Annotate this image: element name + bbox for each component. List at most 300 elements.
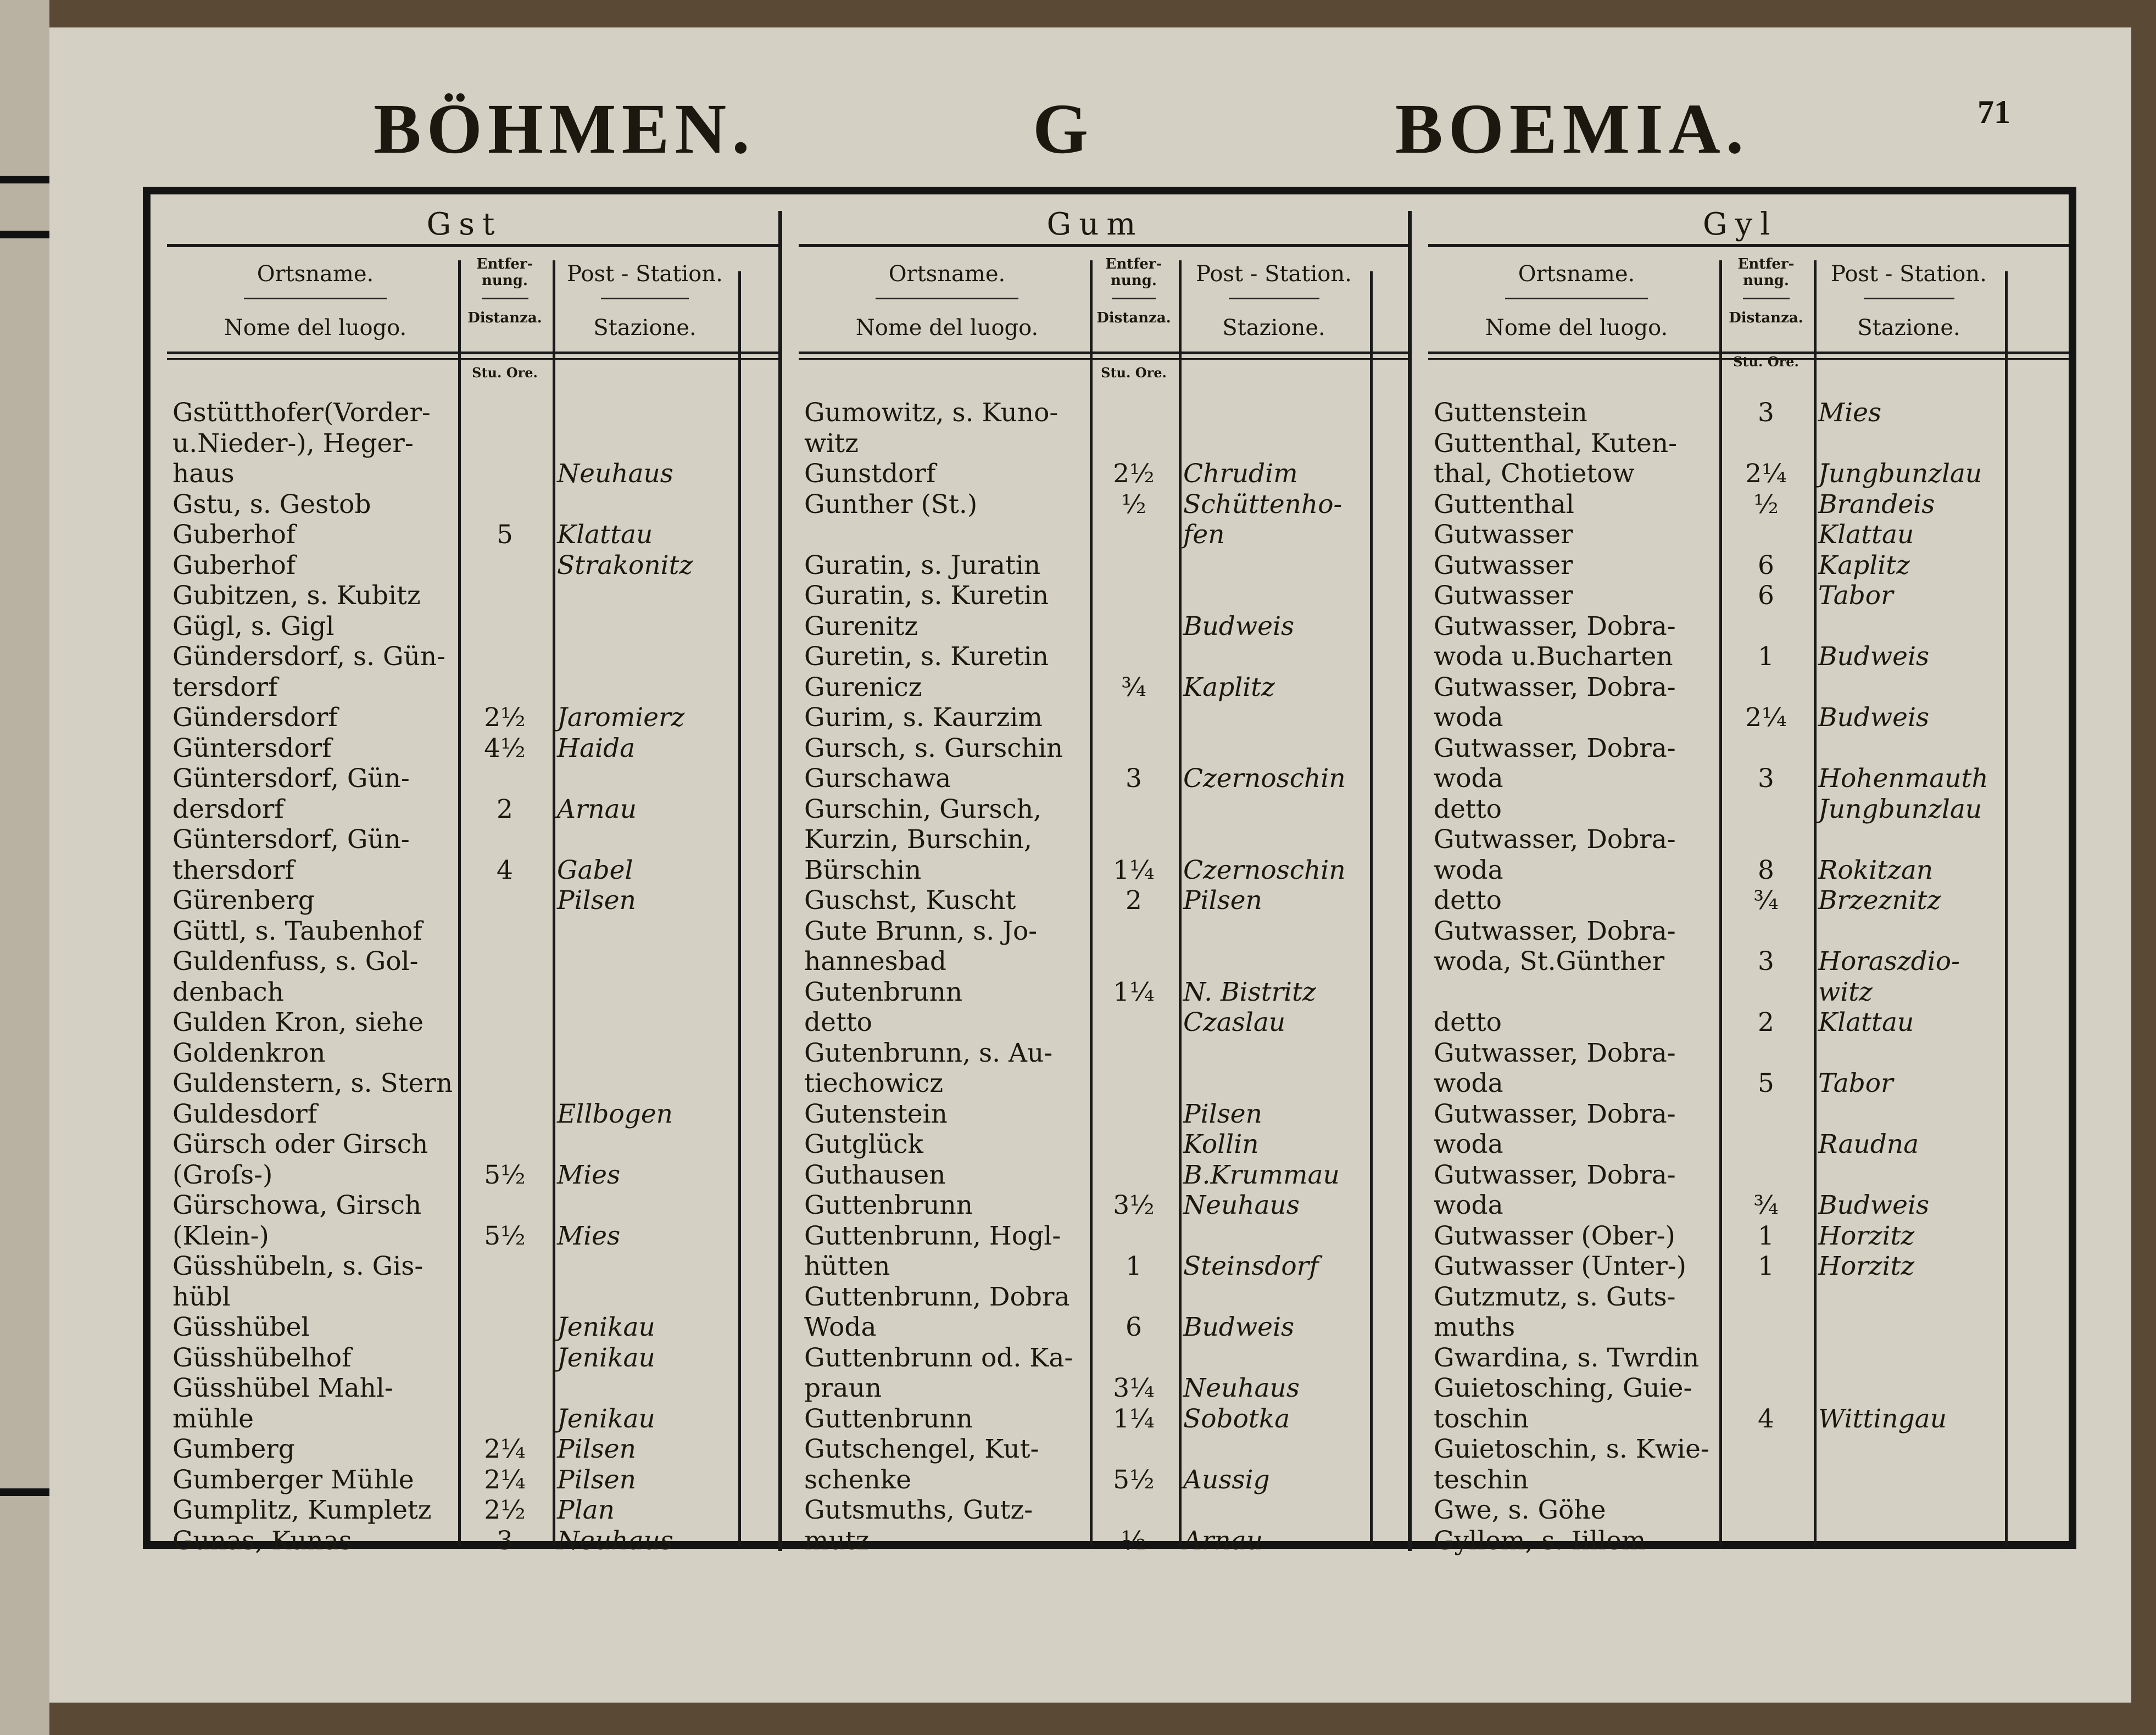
place-name: Guschst, Kuscht — [804, 885, 1016, 916]
post-station: Schüttenho- — [1183, 489, 1342, 520]
previous-page-rule — [0, 231, 49, 238]
list-item — [151, 672, 778, 702]
post-station: Tabor — [1818, 1068, 1893, 1098]
place-name: hübl — [172, 1281, 231, 1312]
place-name: Gutschengel, Kut- — [804, 1434, 1039, 1464]
list-item — [151, 1007, 778, 1037]
post-station: Klattau — [1818, 520, 1914, 550]
place-name: woda — [1434, 702, 1503, 733]
group-rule — [167, 244, 778, 247]
distance-value: 6 — [1126, 1312, 1142, 1342]
place-name: Guttenbrunn, Dobra — [804, 1281, 1070, 1312]
list-item — [151, 855, 778, 885]
distance-header-german: Entfer-nung. — [476, 256, 533, 289]
distance-value: 2¼ — [484, 1434, 526, 1464]
place-name: Guldenstern, s. Stern — [172, 1068, 453, 1098]
header-rule-thin — [167, 358, 778, 360]
list-item — [782, 916, 1408, 946]
list-item — [1412, 428, 2069, 459]
column-group-label: Gst — [426, 207, 503, 242]
post-station: Hohenmauth — [1818, 763, 1988, 794]
list-item — [151, 1526, 778, 1556]
list-item — [782, 855, 1408, 885]
place-name: Gulden Kron, siehe — [172, 1007, 424, 1037]
place-name: Gunstdorf — [804, 459, 936, 489]
list-item — [782, 550, 1408, 581]
list-item — [1412, 1221, 2069, 1251]
list-item — [151, 1312, 778, 1342]
post-station: Raudna — [1818, 1129, 1919, 1159]
distance-header-italian: Distanza. — [1729, 310, 1803, 326]
list-item — [1412, 1190, 2069, 1220]
post-station: Strakonitz — [557, 550, 693, 581]
previous-page-edge — [0, 0, 49, 1735]
distance-value: ½ — [1121, 1525, 1146, 1556]
place-name: Bürschin — [804, 855, 922, 885]
place-name: Gutwasser, Dobra- — [1434, 611, 1676, 641]
post-station: witz — [1818, 977, 1873, 1007]
place-name: schenke — [804, 1464, 912, 1495]
post-station: Budweis — [1818, 641, 1930, 672]
list-item — [151, 1251, 778, 1281]
list-item — [782, 641, 1408, 672]
place-name: denbach — [172, 977, 284, 1007]
list-item — [782, 1404, 1408, 1434]
list-item — [1412, 672, 2069, 702]
place-name: Guttenbrunn — [804, 1403, 973, 1434]
place-name: Gutwasser, Dobra- — [1434, 672, 1676, 702]
header-divider — [1229, 298, 1319, 299]
place-name: Gurschin, Gursch, — [804, 794, 1042, 824]
place-name: Guberhof — [172, 550, 296, 581]
table-frame — [143, 187, 2076, 1556]
place-name: Guratin, s. Juratin — [804, 550, 1041, 581]
post-station: Pilsen — [557, 1464, 636, 1495]
header-divider — [601, 298, 689, 299]
list-item — [151, 1282, 778, 1312]
place-name: detto — [804, 1007, 872, 1037]
list-item — [151, 733, 778, 763]
place-name: Güntersdorf — [172, 733, 332, 763]
post-station-header — [557, 249, 733, 348]
header-divider — [1864, 298, 1954, 299]
distance-value: ½ — [1753, 489, 1779, 520]
post-station: Wittingau — [1818, 1403, 1947, 1434]
distance-value: 5 — [1758, 1068, 1774, 1098]
list-item — [151, 977, 778, 1007]
post-station: Budweis — [1183, 1312, 1295, 1342]
post-station: N. Bistritz — [1183, 977, 1316, 1007]
distance-header-german: Entfer-nung. — [1737, 256, 1795, 289]
list-item — [782, 1343, 1408, 1373]
header-divider — [1743, 298, 1790, 299]
place-name: Gursch, s. Gurschin — [804, 733, 1063, 763]
list-item — [782, 1068, 1408, 1098]
list-item — [151, 641, 778, 672]
name-header — [1434, 249, 1719, 348]
distance-value: 1 — [1758, 641, 1774, 672]
list-item — [151, 520, 778, 550]
list-item — [151, 611, 778, 641]
place-name: detto — [1434, 885, 1502, 916]
distance-value: 6 — [1758, 550, 1774, 581]
list-item — [1412, 1526, 2069, 1556]
place-name: haus — [172, 459, 235, 489]
place-name: witz — [804, 428, 859, 459]
place-name: Guttenbrunn, Hogl- — [804, 1220, 1061, 1251]
distance-value: 4 — [497, 855, 513, 885]
list-item — [782, 824, 1408, 855]
place-name: Gutwasser (Ober-) — [1434, 1220, 1675, 1251]
post-station: Aussig — [1183, 1464, 1270, 1495]
place-name: Gutwasser, Dobra- — [1434, 1159, 1676, 1190]
distance-value: 3½ — [1113, 1190, 1155, 1220]
place-name: Güsshübel — [172, 1312, 310, 1342]
list-item — [1412, 1312, 2069, 1342]
list-item — [1412, 1007, 2069, 1037]
list-item — [782, 1160, 1408, 1190]
distance-value: 3 — [1126, 763, 1142, 794]
list-item — [151, 1343, 778, 1373]
place-name: tiechowicz — [804, 1068, 943, 1098]
distance-value: 1 — [1758, 1251, 1774, 1281]
list-item — [1412, 1160, 2069, 1190]
place-name: hütten — [804, 1251, 890, 1281]
previous-page-rule — [0, 1488, 49, 1496]
list-item — [151, 916, 778, 946]
place-name: praun — [804, 1373, 882, 1403]
unit-label: Stu. Ore. — [472, 365, 538, 381]
list-item — [782, 1190, 1408, 1220]
place-name: Guttenthal — [1434, 489, 1574, 520]
post-station: Gabel — [557, 855, 633, 885]
list-item — [1412, 794, 2069, 824]
place-name: toschin — [1434, 1403, 1529, 1434]
place-name: Gute Brunn, s. Jo- — [804, 916, 1038, 946]
list-item — [151, 885, 778, 916]
distance-value: 1¼ — [1113, 1403, 1155, 1434]
place-name: Gurenicz — [804, 672, 922, 702]
distance-value: 3¼ — [1113, 1373, 1155, 1403]
post-station: B.Krummau — [1183, 1159, 1340, 1190]
post-station: Chrudim — [1183, 459, 1298, 489]
place-name: hannesbad — [804, 946, 946, 977]
distance-value: 6 — [1758, 581, 1774, 611]
post-station: Budweis — [1183, 611, 1295, 641]
place-name: Gwardina, s. Twrdin — [1434, 1342, 1700, 1373]
post-station: Sobotka — [1183, 1403, 1290, 1434]
distance-value: 3 — [1758, 398, 1774, 428]
post-station-header-german: Post - Station. — [1831, 261, 1987, 287]
post-station: Pilsen — [557, 885, 636, 916]
place-name: Gutsmuths, Gutz- — [804, 1495, 1033, 1525]
list-item — [151, 1190, 778, 1220]
place-name: Guttenbrunn — [804, 1190, 973, 1220]
list-item — [782, 946, 1408, 977]
header-divider — [482, 298, 528, 299]
unit-label: Stu. Ore. — [1733, 354, 1799, 370]
distance-header-italian: Distanza. — [467, 310, 542, 326]
distance-value: 2¼ — [1745, 459, 1787, 489]
post-station: Rokitzan — [1818, 855, 1934, 885]
place-name: thersdorf — [172, 855, 294, 885]
distance-value: 8 — [1758, 855, 1774, 885]
header-rule — [167, 352, 778, 354]
list-item — [1412, 824, 2069, 855]
place-name: Guretin, s. Kuretin — [804, 641, 1049, 672]
list-item — [1412, 1465, 2069, 1495]
place-name: Gurenitz — [804, 611, 918, 641]
list-item — [151, 398, 778, 428]
list-item — [151, 1068, 778, 1098]
place-name: woda, St.Günther — [1434, 946, 1665, 977]
list-item — [1412, 1373, 2069, 1403]
list-item — [1412, 1251, 2069, 1281]
post-station: Tabor — [1818, 581, 1893, 611]
list-item — [1412, 1404, 2069, 1434]
place-name: Gutwasser, Dobra- — [1434, 824, 1676, 855]
post-station: Klattau — [1818, 1007, 1914, 1037]
list-item — [782, 1526, 1408, 1556]
place-name: Gurim, s. Kaurzim — [804, 702, 1043, 733]
list-item — [782, 977, 1408, 1007]
list-item — [151, 459, 778, 489]
list-item — [1412, 398, 2069, 428]
post-station-header-german: Post - Station. — [567, 261, 723, 287]
place-name: Gutwasser, Dobra- — [1434, 916, 1676, 946]
place-name: Guldesdorf — [172, 1098, 317, 1129]
previous-page-rule — [0, 176, 49, 183]
place-name: Guratin, s. Kuretin — [804, 581, 1049, 611]
list-item — [1412, 459, 2069, 489]
distance-value: 2 — [1758, 1007, 1774, 1037]
list-item — [782, 1038, 1408, 1068]
group-rule — [1428, 244, 2069, 247]
post-station: Steinsdorf — [1183, 1251, 1319, 1281]
distance-value: 2½ — [484, 702, 526, 733]
place-name: thal, Chotietow — [1434, 459, 1635, 489]
post-station-header-italian: Stazione. — [593, 315, 697, 341]
place-name: Gutenstein — [804, 1098, 948, 1129]
name-header — [804, 249, 1090, 348]
post-station: Kaplitz — [1183, 672, 1275, 702]
place-name: Gumplitz, Kumpletz — [172, 1495, 432, 1525]
distance-value: 1 — [1758, 1220, 1774, 1251]
place-name: Gunas, Kunas — [172, 1525, 352, 1556]
header-divider — [1505, 298, 1648, 299]
list-item — [1412, 641, 2069, 672]
place-name: Gyllem, s. Iillem — [1434, 1525, 1646, 1556]
place-name: Gutwasser — [1434, 581, 1573, 611]
header-divider — [876, 298, 1018, 299]
list-item — [151, 1495, 778, 1525]
column-gyl — [1412, 207, 2069, 1556]
post-station: Pilsen — [1183, 885, 1262, 916]
place-name: Güsshübelhof — [172, 1342, 352, 1373]
place-name: Gutglück — [804, 1129, 923, 1159]
distance-value: 5½ — [1113, 1464, 1155, 1495]
list-item — [151, 489, 778, 520]
distance-value: 1 — [1126, 1251, 1142, 1281]
post-station-header — [1818, 249, 1999, 348]
place-name: detto — [1434, 1007, 1502, 1037]
post-station: Kaplitz — [1818, 550, 1910, 581]
post-station: Jungbunzlau — [1818, 794, 1982, 824]
post-station-header-italian: Stazione. — [1222, 315, 1325, 341]
list-item — [1412, 946, 2069, 977]
list-item — [151, 1221, 778, 1251]
post-station: Mies — [1818, 398, 1882, 428]
name-header — [172, 249, 458, 348]
post-station: Brandeis — [1818, 489, 1935, 520]
list-item — [1412, 581, 2069, 611]
header-right: BOEMIA. — [1395, 90, 1750, 169]
list-item — [151, 1465, 778, 1495]
list-item — [782, 1373, 1408, 1403]
place-name: Gutzmutz, s. Guts- — [1434, 1281, 1676, 1312]
place-name: woda u.Bucharten — [1434, 641, 1673, 672]
list-item — [151, 1404, 778, 1434]
place-name: Gwe, s. Göhe — [1434, 1495, 1606, 1525]
column-group-label: Gum — [1046, 207, 1144, 242]
post-station: Pilsen — [1183, 1098, 1262, 1129]
post-station-header-german: Post - Station. — [1196, 261, 1352, 287]
distance-value: 5 — [497, 520, 513, 550]
list-item — [151, 1099, 778, 1129]
post-station: Horzitz — [1818, 1220, 1915, 1251]
post-station: Czernoschin — [1183, 855, 1346, 885]
place-name: Gündersdorf — [172, 702, 338, 733]
page-number: 71 — [1977, 94, 2010, 130]
header-rule — [799, 352, 1408, 354]
post-station: Jenikau — [557, 1342, 655, 1373]
list-item — [1412, 1038, 2069, 1068]
post-station: Arnau — [1183, 1525, 1263, 1556]
list-item — [151, 794, 778, 824]
list-item — [1412, 1068, 2069, 1098]
distance-value: 2 — [1126, 885, 1142, 916]
place-name: Goldenkron — [172, 1037, 326, 1068]
post-station: Jenikau — [557, 1312, 655, 1342]
list-item — [782, 428, 1408, 459]
place-name: Gutwasser (Unter-) — [1434, 1251, 1687, 1281]
place-name: Güsshübel Mahl- — [172, 1373, 393, 1403]
place-name: Gubitzen, s. Kubitz — [172, 581, 421, 611]
list-item — [782, 672, 1408, 702]
distance-value: ½ — [1121, 489, 1146, 520]
list-item — [151, 550, 778, 581]
place-name: Guberhof — [172, 520, 296, 550]
place-name: Gutwasser, Dobra- — [1434, 1098, 1676, 1129]
post-station: Brzeznitz — [1818, 885, 1941, 916]
distance-value: ¾ — [1121, 672, 1146, 702]
place-name: Gutwasser — [1434, 550, 1573, 581]
list-item — [1412, 916, 2069, 946]
distance-value: 2 — [497, 794, 513, 824]
header-left: BÖHMEN. — [374, 90, 755, 169]
place-name: Gürsch oder Girsch — [172, 1129, 428, 1159]
list-item — [782, 1282, 1408, 1312]
list-item — [782, 581, 1408, 611]
list-item — [1412, 1129, 2069, 1159]
list-item — [151, 1129, 778, 1159]
list-item — [782, 398, 1408, 428]
place-name: woda — [1434, 855, 1503, 885]
unit-label: Stu. Ore. — [1101, 365, 1167, 381]
header-divider — [244, 298, 387, 299]
list-item — [1412, 1343, 2069, 1373]
place-name: woda — [1434, 763, 1503, 794]
place-name: Guttenbrunn od. Ka- — [804, 1342, 1073, 1373]
distance-value: ¾ — [1753, 885, 1779, 916]
place-name: Güntersdorf, Gün- — [172, 824, 410, 855]
list-item — [782, 733, 1408, 763]
distance-header-italian: Distanza. — [1096, 310, 1171, 326]
name-header-german: Ortsname. — [257, 261, 374, 287]
post-station: Neuhaus — [557, 1525, 673, 1556]
distance-value: 3 — [1758, 763, 1774, 794]
distance-value: 3 — [497, 1525, 513, 1556]
post-station: Arnau — [557, 794, 637, 824]
distance-value: 1¼ — [1113, 855, 1155, 885]
distance-header — [458, 249, 551, 348]
place-name: tersdorf — [172, 672, 278, 702]
post-station: Ellbogen — [557, 1098, 673, 1129]
column-header-row — [1428, 249, 2069, 348]
place-name: Gumowitz, s. Kuno- — [804, 398, 1058, 428]
name-header-german: Ortsname. — [1518, 261, 1635, 287]
place-name: muths — [1434, 1312, 1516, 1342]
distance-value: 5½ — [484, 1220, 526, 1251]
list-item — [1412, 1434, 2069, 1464]
list-item — [151, 1434, 778, 1464]
column-gst — [151, 207, 782, 1556]
name-header-italian: Nome del luogo. — [1485, 315, 1668, 341]
place-name: Gutenbrunn, s. Au- — [804, 1037, 1053, 1068]
list-item — [782, 1251, 1408, 1281]
list-item — [782, 1434, 1408, 1464]
place-name: Guietoschin, s. Kwie- — [1434, 1434, 1709, 1464]
header-center: G — [1033, 90, 1094, 169]
header-rule-thin — [799, 358, 1408, 360]
list-item — [782, 1129, 1408, 1159]
place-name: Gürschowa, Girsch — [172, 1190, 422, 1220]
place-name: mutz — [804, 1525, 870, 1556]
column-header-row — [167, 249, 778, 348]
place-name: Gutwasser, Dobra- — [1434, 1037, 1676, 1068]
place-name: Gügl, s. Gigl — [172, 611, 335, 641]
list-item — [782, 1312, 1408, 1342]
list-item — [1412, 763, 2069, 794]
place-name: Guttenstein — [1434, 398, 1587, 428]
distance-value: 2½ — [484, 1495, 526, 1525]
post-station: Kollin — [1183, 1129, 1259, 1159]
list-item — [782, 611, 1408, 641]
place-name: Gündersdorf, s. Gün- — [172, 641, 445, 672]
list-item — [151, 824, 778, 855]
list-item — [1412, 489, 2069, 520]
post-station: Czaslau — [1183, 1007, 1286, 1037]
post-station: Budweis — [1818, 702, 1930, 733]
distance-value: 2¼ — [1745, 702, 1787, 733]
post-station: Haida — [557, 733, 636, 763]
place-name: mühle — [172, 1403, 254, 1434]
place-name: (Klein-) — [172, 1220, 269, 1251]
post-station: Neuhaus — [1183, 1373, 1300, 1403]
list-item — [782, 1221, 1408, 1251]
post-station: Jenikau — [557, 1403, 655, 1434]
post-station: Jungbunzlau — [1818, 459, 1982, 489]
